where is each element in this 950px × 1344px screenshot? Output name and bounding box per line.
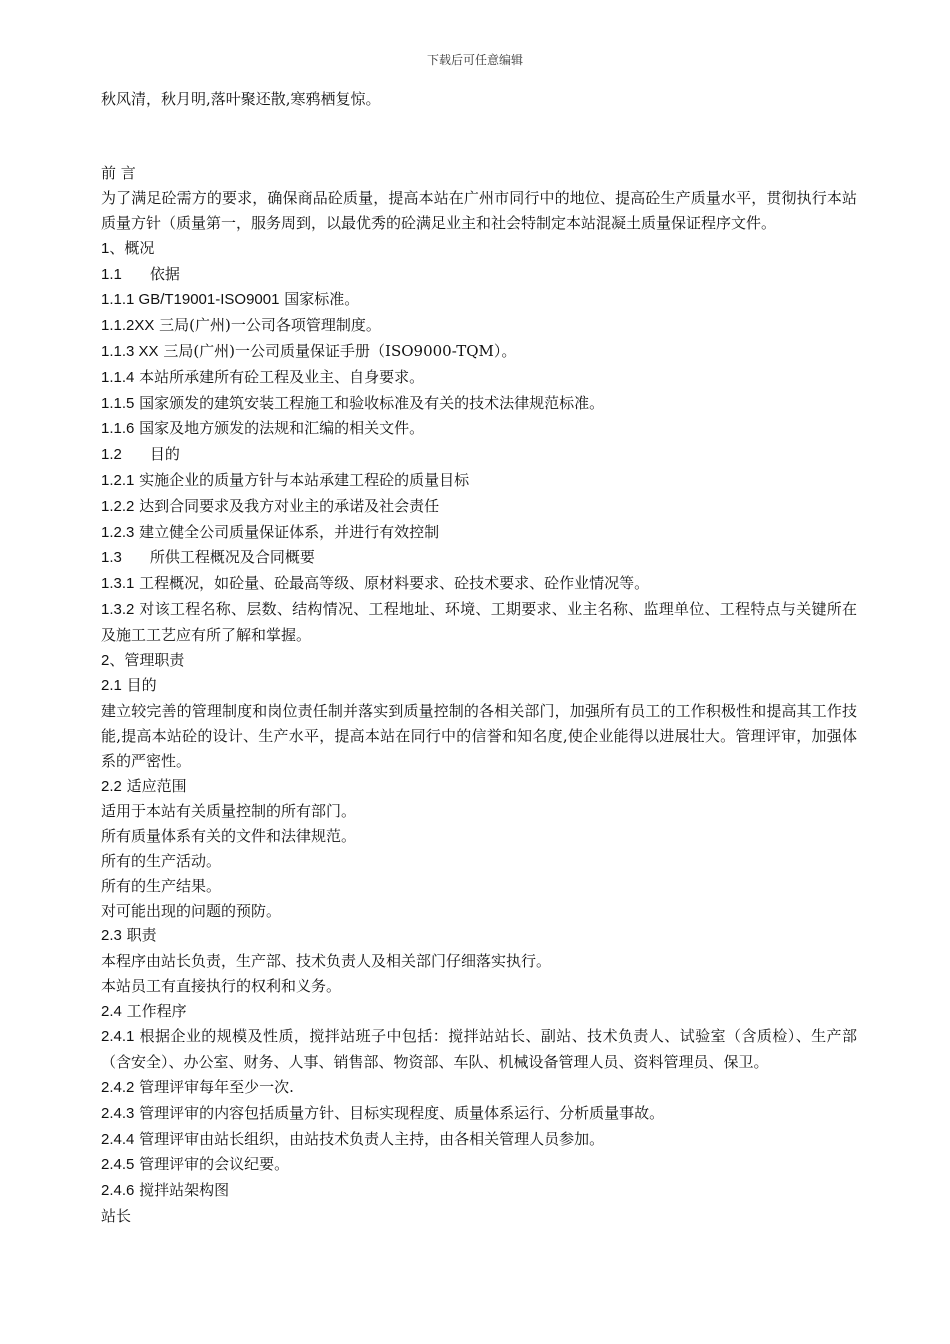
preface-title: 前 言 <box>101 164 136 183</box>
line-text: 职责 <box>121 926 157 945</box>
line-text: 管理评审的内容包括质量方针、目标实现程度、质量体系运行、分析质量事故。 <box>134 1103 665 1122</box>
line-text: 站长 <box>101 1207 132 1226</box>
line-text: 管理评审的会议纪要。 <box>134 1155 290 1174</box>
document-line <box>101 1204 857 1229</box>
line-text: 适应范围 <box>121 776 187 795</box>
line-text: 依据 <box>149 264 180 283</box>
line-text: 本程序由站长负责，生产部、技术负责人及相关部门仔细落实执行。 <box>101 952 552 971</box>
section-number: 2.2 <box>101 777 122 795</box>
section-number: 1.1.4 <box>101 368 135 386</box>
line-text: 三局(广州)一公司质量保证手册（ISO9000-TQM）。 <box>158 341 517 360</box>
document-line <box>101 999 857 1025</box>
document-line <box>101 416 857 442</box>
document-line <box>101 824 857 849</box>
section-number: 2.4.6 <box>101 1182 135 1200</box>
line-text: 所供工程概况及合同概要 <box>149 548 315 567</box>
line-text: 管理评审每年至少一次. <box>134 1078 294 1097</box>
section-lines <box>101 236 857 1229</box>
document-line <box>101 1152 857 1178</box>
document-line <box>101 597 857 648</box>
section-number: 1.2.1 <box>101 471 135 489</box>
poem-line: 秋风清，秋月明,落叶聚还散,寒鸦栖复惊。 <box>101 90 381 108</box>
line-text: 国家及地方颁发的法规和汇编的相关文件。 <box>134 419 425 438</box>
document-line <box>101 673 857 699</box>
section-number: 1.2.3 <box>101 523 135 541</box>
line-text: 管理评审由站长组织，由站技术负责人主持，由各相关管理人员参加。 <box>134 1129 605 1148</box>
line-text: 所有质量体系有关的文件和法律规范。 <box>101 827 357 846</box>
section-number: 1.2.2 <box>101 497 135 515</box>
line-text: 建立健全公司质量保证体系，并进行有效控制 <box>134 522 440 541</box>
document-line <box>101 236 857 262</box>
section-number: 2.4.1 <box>101 1028 135 1046</box>
document-line <box>101 849 857 874</box>
line-text: 根据企业的规模及性质，搅拌站班子中包括：搅拌站站长、副站、技术负责人、试验室（含质检）、生产部（含安全）、办公室、财务、人事、销售部、物资部、车队、机械设备管理人员、资料管理员、保卫。 <box>101 1027 857 1072</box>
line-text: 本站员工有直接执行的权利和义务。 <box>101 976 342 995</box>
section-number: 1.1.6 <box>101 420 135 438</box>
page-header-note: 下载后可任意编辑 <box>426 53 523 67</box>
section-number: 1.1 <box>101 265 122 283</box>
document-line <box>101 391 857 417</box>
section-number: 1.3.1 <box>101 575 135 593</box>
document-line <box>101 442 857 468</box>
document-line <box>101 1178 857 1204</box>
line-text: 对该工程名称、层数、结构情况、工程地址、环境、工期要求、业主名称、监理单位、工程特点与关键所在及施工工艺应有所了解和掌握。 <box>101 599 857 644</box>
document-line <box>101 974 857 999</box>
line-text: 管理职责 <box>124 650 185 669</box>
line-text: 国家颁发的建筑安装工程施工和验收标准及有关的技术法律规范标准。 <box>134 393 605 412</box>
section-number: 2.4 <box>101 1002 122 1020</box>
spacer <box>101 112 857 162</box>
line-text: 搅拌站架构图 <box>134 1181 230 1200</box>
document-line <box>101 1075 857 1101</box>
section-number: 2.3 <box>101 927 122 945</box>
line-text: 国家标准。 <box>279 290 360 309</box>
line-text: 建立较完善的管理制度和岗位责任制并落实到质量控制的各相关部门，加强所有员工的工作积极性和提高其工作技能,提高本站砼的设计、生产水平，提高本站在同行中的信誉和知名度,使企业能得以进展壮大。管理评审，加强体系的严密性。 <box>101 702 857 770</box>
document-line <box>101 799 857 824</box>
section-number: 1.1.3 XX <box>101 342 159 360</box>
section-number: 1.1.1 GB/T19001-ISO9001 <box>101 291 280 309</box>
line-text: 三局(广州)一公司各项管理制度。 <box>154 316 381 335</box>
section-number: 1.3.2 <box>101 600 135 618</box>
line-text: 所有的生产结果。 <box>101 876 222 895</box>
document-body <box>101 87 857 1229</box>
document-line <box>101 648 857 674</box>
line-text: 实施企业的质量方针与本站承建工程砼的质量目标 <box>134 470 470 489</box>
document-line <box>101 699 857 773</box>
document-line <box>101 923 857 949</box>
section-number: 2.4.4 <box>101 1130 135 1148</box>
line-text: 本站所承建所有砼工程及业主、自身要求。 <box>134 367 425 386</box>
preface-body: 为了满足砼需方的要求，确保商品砼质量，提高本站在广州市同行中的地位、提高砼生产质量水平，贯彻执行本站质量方针（质量第一，服务周到，以最优秀的砼满足业主和社会特制定本站混凝土质量保证程序文件。 <box>101 189 857 232</box>
section-number: 1.1.5 <box>101 394 135 412</box>
document-line <box>101 899 857 924</box>
section-number: 1.1.2XX <box>101 317 155 335</box>
document-line <box>101 874 857 899</box>
line-text: 工程概况，如砼量、砼最高等级、原材料要求、砼技术要求、砼作业情况等。 <box>134 574 650 593</box>
document-line <box>101 949 857 974</box>
section-number: 2、 <box>101 651 125 669</box>
section-number: 1、 <box>101 239 125 257</box>
line-text: 概况 <box>124 238 155 257</box>
line-text: 对可能出现的问题的预防。 <box>101 901 282 920</box>
document-line <box>101 774 857 800</box>
line-text: 达到合同要求及我方对业主的承诺及社会责任 <box>134 496 440 515</box>
document-line <box>101 262 857 288</box>
document-line <box>101 545 857 571</box>
line-text: 工作程序 <box>121 1001 187 1020</box>
document-line <box>101 339 857 365</box>
document-line <box>101 520 857 546</box>
document-line <box>101 365 857 391</box>
document-line <box>101 571 857 597</box>
document-line <box>101 1127 857 1153</box>
document-line <box>101 494 857 520</box>
line-text: 目的 <box>121 676 157 695</box>
line-text: 所有的生产活动。 <box>101 851 222 870</box>
line-text: 适用于本站有关质量控制的所有部门。 <box>101 802 357 821</box>
section-number: 2.4.3 <box>101 1104 135 1122</box>
document-line <box>101 313 857 339</box>
document-line <box>101 1024 857 1075</box>
section-number: 2.4.2 <box>101 1079 135 1097</box>
section-number: 2.4.5 <box>101 1156 135 1174</box>
document-line <box>101 468 857 494</box>
section-number: 1.2 <box>101 446 122 464</box>
section-number: 1.3 <box>101 549 122 567</box>
document-line <box>101 287 857 313</box>
section-number: 2.1 <box>101 677 122 695</box>
document-line <box>101 1101 857 1127</box>
line-text: 目的 <box>149 445 180 464</box>
